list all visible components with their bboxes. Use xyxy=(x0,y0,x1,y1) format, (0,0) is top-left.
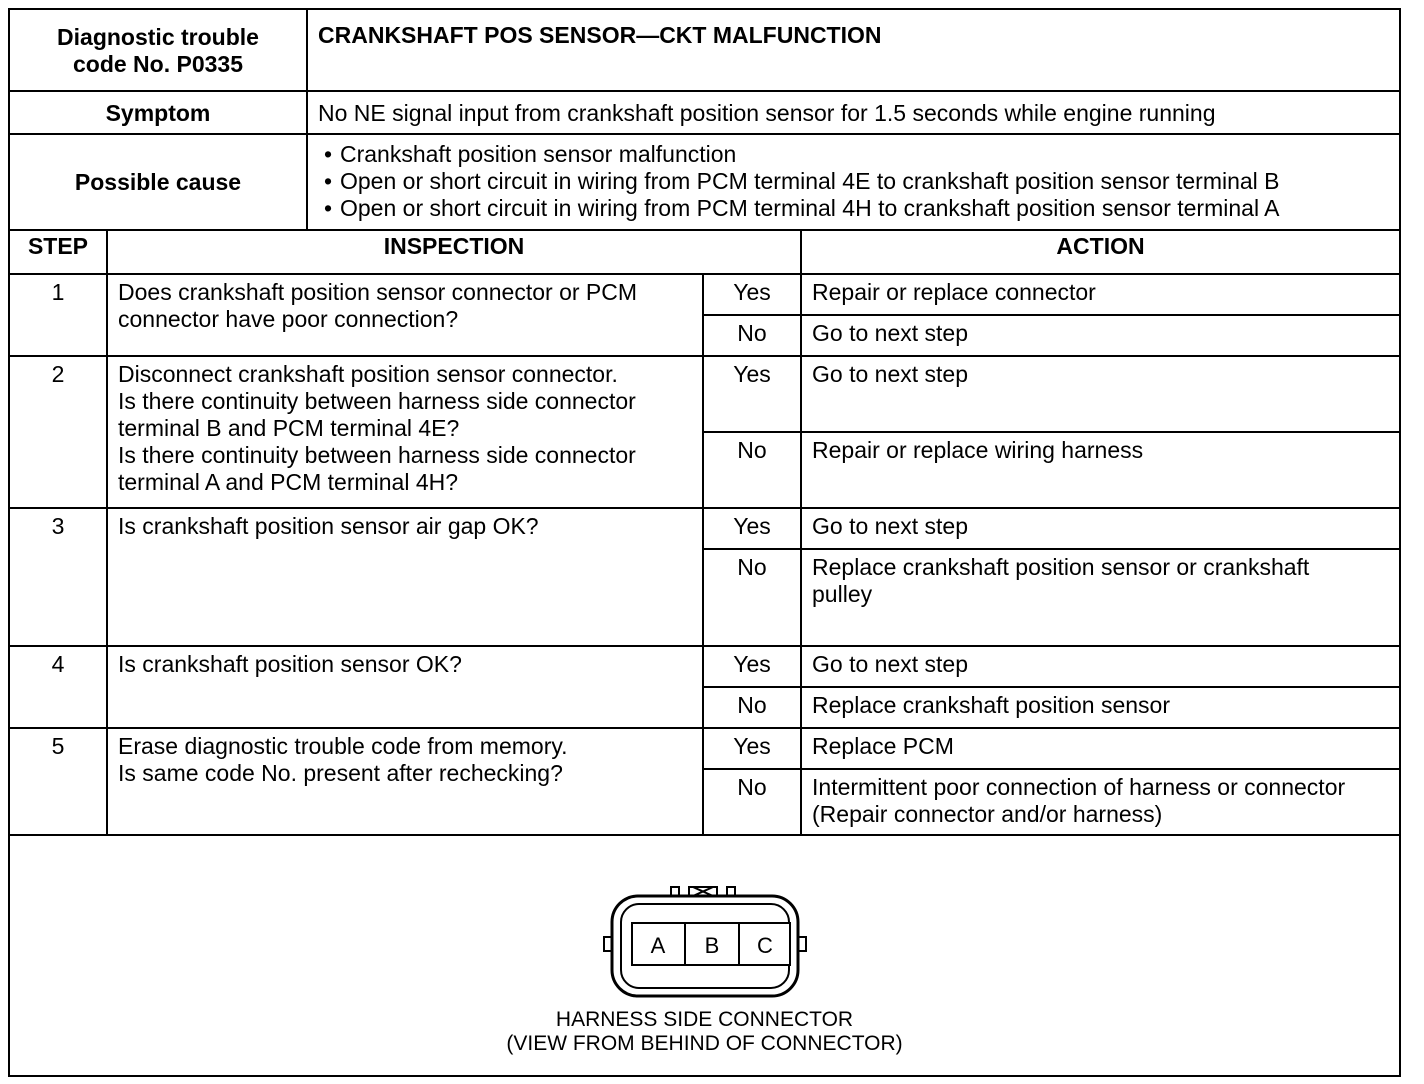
action-line: (Repair connector and/or harness) xyxy=(812,801,1163,827)
action-cell xyxy=(801,646,1400,687)
inspection-line: Is there continuity between harness side connector xyxy=(118,388,636,414)
inspection-line: Is same code No. present after rechecking? xyxy=(118,760,563,786)
code-label xyxy=(9,9,307,91)
cause-item: • Open or short circuit in wiring from PCM terminal 4H to crankshaft position sensor terminal A xyxy=(318,195,1389,222)
inspection-cell xyxy=(107,646,703,728)
no-label: No xyxy=(703,769,801,835)
action-line: Replace crankshaft position sensor xyxy=(812,692,1170,718)
inspection-line: Is crankshaft position sensor air gap OK? xyxy=(118,513,539,539)
terminal-label: C xyxy=(757,933,773,958)
yes-label: Yes xyxy=(703,356,801,432)
action-cell xyxy=(801,728,1400,769)
inspection-line: Erase diagnostic trouble code from memory. xyxy=(118,733,568,759)
inspection-cell xyxy=(107,274,703,356)
caption-line1: HARNESS SIDE CONNECTOR xyxy=(555,1008,854,1031)
table-row xyxy=(9,356,1400,432)
step-number: 5 xyxy=(9,728,107,835)
yes-label: Yes xyxy=(703,646,801,687)
action-line: Replace PCM xyxy=(812,733,954,759)
action-line: pulley xyxy=(812,581,873,607)
step-number: 1 xyxy=(9,274,107,356)
col-header-action: ACTION xyxy=(801,230,1400,274)
action-cell xyxy=(801,356,1400,432)
action-cell xyxy=(801,687,1400,728)
table-row xyxy=(9,646,1400,687)
terminal-label: B xyxy=(704,933,720,958)
table-row xyxy=(9,274,1400,315)
step-number: 2 xyxy=(9,356,107,508)
action-line: Repair or replace wiring harness xyxy=(812,437,1144,463)
action-line: Go to next step xyxy=(812,320,968,346)
col-header-step: STEP xyxy=(9,230,107,274)
possible-cause-cell xyxy=(307,134,1400,230)
yes-label: Yes xyxy=(703,728,801,769)
col-header-inspection: INSPECTION xyxy=(107,230,801,274)
inspection-line: Is crankshaft position sensor OK? xyxy=(118,651,462,677)
dtc-title: CRANKSHAFT POS SENSOR—CKT MALFUNCTION xyxy=(307,9,1400,91)
connector-diagram xyxy=(10,838,1399,1075)
step-table xyxy=(8,229,1401,836)
action-cell xyxy=(801,549,1400,646)
action-line: Intermittent poor connection of harness or connector xyxy=(812,774,1346,800)
cause-item: • Open or short circuit in wiring from PCM terminal 4E to crankshaft position sensor terminal B xyxy=(318,168,1389,195)
harness-connector-icon xyxy=(600,880,820,1000)
possible-cause-label: Possible cause xyxy=(9,134,307,230)
cause-list xyxy=(308,135,1399,226)
yes-label: Yes xyxy=(703,508,801,549)
step-number: 3 xyxy=(9,508,107,646)
diagram-caption xyxy=(10,1008,1399,1056)
code-label-line2: code No. P0335 xyxy=(72,51,244,77)
symptom-label: Symptom xyxy=(9,91,307,134)
action-cell xyxy=(801,274,1400,315)
action-cell xyxy=(801,315,1400,356)
no-label: No xyxy=(703,687,801,728)
inspection-line: Disconnect crankshaft position sensor connector. xyxy=(118,361,618,387)
action-cell xyxy=(801,769,1400,835)
action-cell xyxy=(801,432,1400,508)
action-line: Replace crankshaft position sensor or crankshaft xyxy=(812,554,1310,580)
code-label-line1: Diagnostic trouble xyxy=(57,24,259,50)
action-line: Go to next step xyxy=(812,651,968,677)
action-line: Go to next step xyxy=(812,513,968,539)
inspection-cell xyxy=(107,356,703,508)
symptom-text: No NE signal input from crankshaft position sensor for 1.5 seconds while engine running xyxy=(307,91,1400,134)
action-cell xyxy=(801,508,1400,549)
cause-item: • Crankshaft position sensor malfunction xyxy=(318,141,1389,168)
inspection-line: connector have poor connection? xyxy=(118,306,459,332)
inspection-cell xyxy=(107,508,703,646)
inspection-line: terminal B and PCM terminal 4E? xyxy=(118,415,460,441)
no-label: No xyxy=(703,432,801,508)
header-table xyxy=(8,8,1401,231)
caption-line2: (VIEW FROM BEHIND OF CONNECTOR) xyxy=(506,1032,903,1055)
action-line: Repair or replace connector xyxy=(812,279,1096,305)
inspection-line: terminal A and PCM terminal 4H? xyxy=(118,469,459,495)
no-label: No xyxy=(703,315,801,356)
step-number: 4 xyxy=(9,646,107,728)
yes-label: Yes xyxy=(703,274,801,315)
action-line: Go to next step xyxy=(812,361,968,387)
terminal-label: A xyxy=(650,933,666,958)
table-row xyxy=(9,508,1400,549)
inspection-line: Does crankshaft position sensor connector or PCM xyxy=(118,279,638,305)
inspection-cell xyxy=(107,728,703,835)
no-label: No xyxy=(703,549,801,646)
inspection-line: Is there continuity between harness side connector xyxy=(118,442,636,468)
table-row xyxy=(9,728,1400,769)
